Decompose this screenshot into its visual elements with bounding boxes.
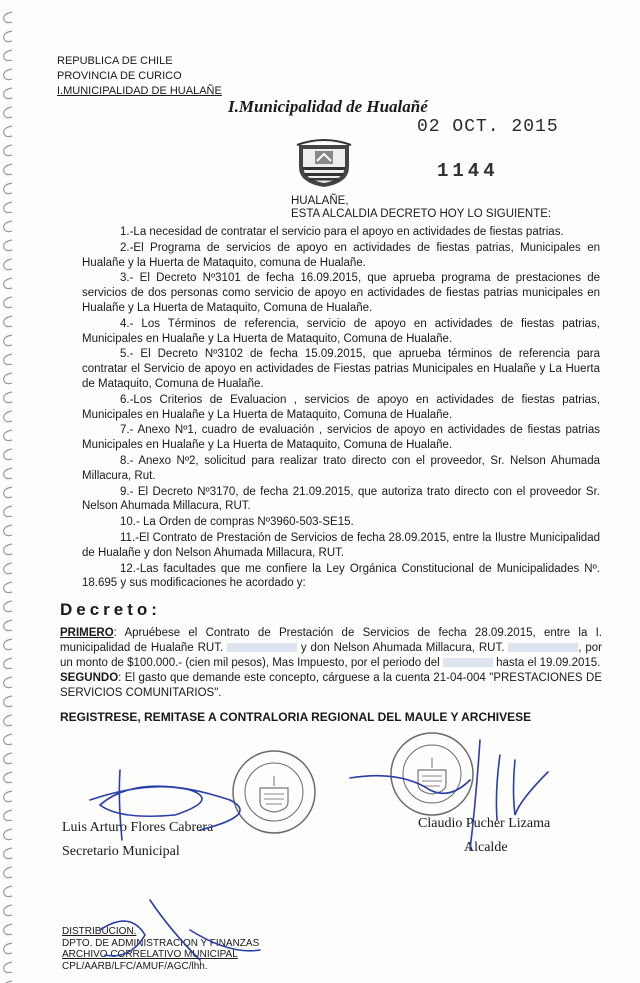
signature-block-secretary — [62, 816, 213, 864]
considerando-5: 5.- El Decreto Nº3102 de fecha 15.09.2015, que aprueba términos de referencia para contratar el Servicio de apoyo en actividades de Fiestas patrias Municipales en Hualañe y La Huerta de Mataquito, Comuna de Hualañe. — [82, 348, 600, 390]
binding-ring — [4, 221, 12, 232]
binding-ring — [4, 943, 12, 954]
binding-ring — [4, 392, 12, 403]
binding-ring — [4, 316, 12, 327]
binding-ring — [4, 240, 12, 251]
segundo-clause — [60, 671, 602, 701]
binding-ring — [4, 601, 12, 612]
binding-ring — [4, 924, 12, 935]
binding-ring — [4, 487, 12, 498]
considerando-2: 2.-El Programa de servicios de apoyo en actividades de fiestas patrias, Municipales en Hualañe y la Huerta de Mataquito, comuna de Hualañe. — [82, 241, 600, 269]
resolution — [60, 626, 602, 702]
binding-ring — [4, 905, 12, 916]
distribution-line-1: DPTO. DE ADMINISTRACION Y FINANZAS — [62, 937, 260, 949]
considerando-10: 10.- La Orden de compras Nº3960-503-SE15. — [120, 516, 354, 529]
binding-ring — [4, 335, 12, 346]
binding-ring — [4, 791, 12, 802]
primero-clause — [60, 626, 602, 670]
letterhead-municipality: I.MUNICIPALIDAD DE HUALAÑE — [57, 85, 222, 97]
considerando-11: 11.-El Contrato de Prestación de Servicios de fecha 28.09.2015, entre la Ilustre Municipalidad de Hualañe y don Nelson Ahumada Millacura, RUT. — [82, 531, 600, 559]
letterhead-country: REPUBLICA DE CHILE — [57, 55, 173, 67]
place-name: HUALAÑE, — [291, 195, 349, 207]
binding-ring — [4, 31, 12, 42]
binding-ring — [4, 867, 12, 878]
binding-ring — [4, 563, 12, 574]
considerando-12: 12.-Las facultades que me confiere la Ley Orgánica Constitucional de Municipalidades Nº. 18.695 y sus modificaciones he acordado y: — [82, 562, 600, 590]
date-stamp: 02 OCT. 2015 — [417, 117, 559, 137]
distribution-line-2: ARCHIVO CORRELATIVO MUNICIPAL — [62, 949, 238, 960]
binding-ring — [4, 772, 12, 783]
primero-text-2: y don Nelson Ahumada Millacura, RUT. — [300, 641, 505, 654]
letterhead — [57, 54, 222, 99]
binding-ring — [4, 202, 12, 213]
considerando-4: 4.- Los Términos de referencia, servicio de apoyo en actividades de fiestas patrias, Municipales en Hualañe y La Huerta de Mataquito, Comuna de Hualañe. — [82, 317, 600, 345]
binding-ring — [4, 183, 12, 194]
segundo-label: SEGUNDO — [60, 672, 119, 685]
primero-text-1: : Apruébese el Contrato de Prestación de Servicios de fecha 28.09.2015, entre la I. municipalidad de Hualañe RUT. — [60, 627, 602, 654]
binding-ring — [4, 468, 12, 479]
binding-ring — [4, 297, 12, 308]
signature-block-mayor — [418, 812, 550, 860]
document-title: I.Municipalidad de Hualañé — [228, 97, 428, 116]
distribution-title: DISTRIBUCION. — [62, 926, 137, 937]
binding-ring — [4, 354, 12, 365]
distribution-line-3: CPL/AARB/LFC/AMUF/AGC/lhh. — [62, 960, 208, 972]
binding-ring — [4, 278, 12, 289]
mayor-name: Claudio Pucher Lizama — [418, 816, 551, 831]
redacted-rut — [227, 643, 297, 652]
binding-ring — [4, 715, 12, 726]
decreto-heading: Decreto: — [60, 600, 161, 619]
binding-ring — [4, 525, 12, 536]
letterhead-province: PROVINCIA DE CURICO — [57, 70, 182, 82]
binding-ring — [4, 639, 12, 650]
municipal-crest-icon — [295, 137, 353, 189]
decree-number: 1144 — [437, 160, 499, 182]
binding-ring — [4, 753, 12, 764]
distribution-block — [62, 926, 259, 972]
binding-ring — [4, 734, 12, 745]
binding-ring — [4, 88, 12, 99]
binding-ring — [4, 411, 12, 422]
segundo-text: : El gasto que demande este concepto, cárguese a la cuenta 21-04-004 "PRESTACIONES DE SERVICIOS COMUNITARIOS". — [60, 672, 602, 700]
binding-ring — [4, 829, 12, 840]
considerando-9: 9.- El Decreto Nº3170, de fecha 21.09.2015, que autoriza trato directo con el proveedor Sr. Nelson Ahumada Millacura, RUT. — [82, 485, 600, 513]
binding-ring — [4, 145, 12, 156]
primero-text-3: , por un monto de $100.000.- (cien mil pesos), Mas Impuesto, por el periodo del — [60, 641, 602, 669]
considerando-3: 3.- El Decreto Nº3101 de fecha 16.09.2015, que aprueba programa de prestaciones de servicios de dos personas como servicio de apoyo en actividades de fiestas patrias municipales en Hualañe y La Huerta de Mataquito, Comuna de Hualañe. — [82, 272, 600, 314]
binding-ring — [4, 582, 12, 593]
place-block — [291, 195, 551, 221]
binding-ring — [4, 544, 12, 555]
considerando-1: 1.-La necesidad de contratar el servicio para el apoyo en actividades de fiestas patrias. — [120, 226, 564, 238]
binding-ring — [4, 430, 12, 441]
binding-ring — [4, 962, 12, 973]
binding-ring — [4, 449, 12, 460]
primero-label: PRIMERO — [60, 627, 114, 639]
binding-ring — [4, 107, 12, 118]
primero-text-4: hasta el 19.09.2015. — [496, 656, 601, 669]
binding-ring — [4, 886, 12, 897]
binding-ring — [4, 696, 12, 707]
binding-rings — [0, 0, 14, 983]
registrese-line: REGISTRESE, REMITASE A CONTRALORIA REGIONAL DEL MAULE Y ARCHIVESE — [60, 710, 532, 724]
redacted-rut — [508, 643, 578, 652]
redacted-date — [443, 658, 493, 667]
binding-ring — [4, 810, 12, 821]
binding-ring — [4, 164, 12, 175]
binding-ring — [4, 848, 12, 859]
binding-ring — [4, 373, 12, 384]
secretary-role: Secretario Municipal — [62, 844, 180, 859]
binding-ring — [4, 126, 12, 137]
considerando-6: 6.-Los Criterios de Evaluacion , servicios de apoyo en actividades de fiestas patrias, Municipales en Hualañe y La Huerta de Mataquito, Comuna de Hualañe. — [82, 393, 600, 421]
municipal-seal-icon — [388, 730, 476, 818]
binding-ring — [4, 620, 12, 631]
binding-ring — [4, 50, 12, 61]
municipal-seal-icon — [230, 748, 318, 836]
mayor-role: Alcalde — [464, 840, 508, 855]
considerando-8: 8.- Anexo Nº2, solicitud para realizar trato directo con el proveedor, Sr. Nelson Ahumada Millacura, Rut. — [82, 454, 600, 482]
binding-ring — [4, 259, 12, 270]
binding-ring — [4, 12, 12, 23]
intro-line: ESTA ALCALDIA DECRETO HOY LO SIGUIENTE: — [291, 208, 552, 220]
considerando-7: 7.- Anexo Nº1, cuadro de evaluación , servicios de apoyo en actividades de fiestas patrias Municipales en Hualañe y La Huerta de Mataquito, Comuna de Hualañe. — [82, 424, 600, 452]
binding-ring — [4, 677, 12, 688]
secretary-name: Luis Arturo Flores Cabrera — [62, 820, 214, 835]
considerandos — [82, 225, 600, 592]
binding-ring — [4, 69, 12, 80]
binding-ring — [4, 658, 12, 669]
binding-ring — [4, 506, 12, 517]
